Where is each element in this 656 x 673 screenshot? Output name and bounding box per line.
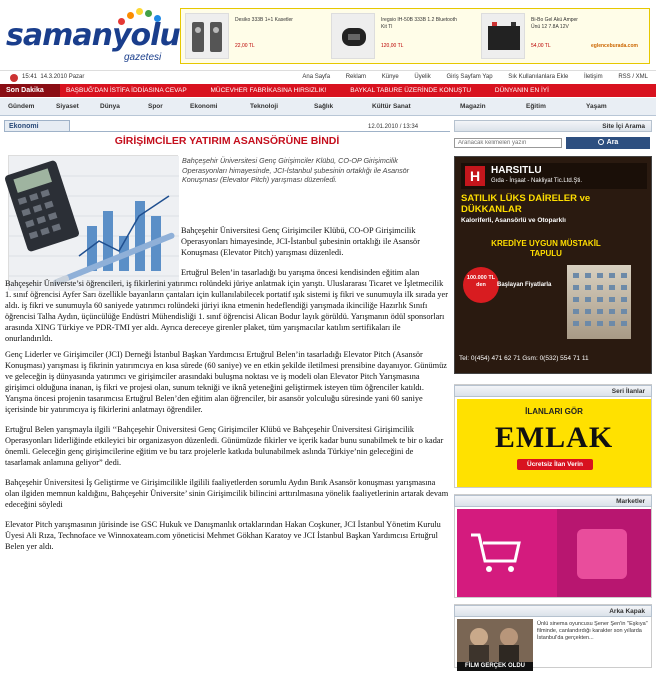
ad-price: 54,00 TL xyxy=(531,43,551,49)
ticker-label: Son Dakika xyxy=(0,84,60,97)
harsitlu-badge-text: Başlayan Fiyatlarla xyxy=(497,282,552,288)
ad-text: Desiko 333B 1+1 Kasetler xyxy=(235,17,293,23)
section-tab[interactable]: Ekonomi xyxy=(4,120,70,132)
article-paragraph: Ertuğrul Belen yarışmayla ilgili ‘‘Bahçeşehir Üniversitesi Genç Girişimciler Klübü ve Bahçeşehir Üniversitesi Girişimcilik Operasyonları liderliğinde etkileyici bir organizasyon düzenledi. Günümüzde fikirler ve içerik kadar bunu sunabilmek te bir o kadar önemli. Geleceğin genç girişimcilerine eğitim ve bu tarz projelerle katkıda bulunabilmek aslında Türkiye’nin geleceğini de tasarlamak anlamına geliyor” dedi. xyxy=(5,425,444,467)
market-ad[interactable] xyxy=(454,494,652,598)
ad-price: 22,00 TL xyxy=(235,43,255,49)
nav-ekonomi[interactable]: Ekonomi xyxy=(190,103,218,110)
ad-text: Bi-Bo Gel Akü Amper Ünü 12 7.8A 12V xyxy=(531,17,578,30)
ticker-item[interactable]: BAŞBUĞ'DAN İSTİFA İDDİASINA CEVAP xyxy=(66,87,187,94)
ad-item[interactable] xyxy=(185,13,335,61)
article-title: GİRİŞİMCİLER YATIRIM ASANSÖRÜNE BİNDİ xyxy=(114,135,340,147)
breaking-news-ticker xyxy=(0,84,656,97)
search-button[interactable]: Ara xyxy=(566,137,650,149)
search-input[interactable] xyxy=(454,138,562,148)
search-icon xyxy=(598,139,604,145)
nav-magazin[interactable]: Magazin xyxy=(460,103,486,110)
link-membership[interactable]: Üyelik xyxy=(414,74,431,80)
harsitlu-phone: Tel: 0(454) 471 62 71 Gsm: 0(532) 554 71 11 xyxy=(459,355,589,362)
nav-siyaset[interactable]: Siyaset xyxy=(56,103,79,110)
date-display: 15:41 14.3.2010 Pazar xyxy=(22,74,85,80)
header xyxy=(0,0,656,68)
ad-price: 120,00 TL xyxy=(381,43,404,49)
seri-ilanlar-title: Seri İlanlar xyxy=(454,385,652,397)
nav-yasam[interactable]: Yaşam xyxy=(586,103,607,110)
top-ad-banner[interactable] xyxy=(180,8,650,64)
emlak-free-button[interactable]: Ücretsiz İlan Verin xyxy=(517,459,593,470)
nav-egitim[interactable]: Eğitim xyxy=(526,103,546,110)
arka-kapak-title: Arka Kapak xyxy=(454,605,652,617)
ticker-item[interactable]: MÜCEVHER FABRİKASINA HIRSIZLIK! xyxy=(210,87,327,94)
link-imprint[interactable]: Künye xyxy=(381,74,399,80)
top-links xyxy=(288,74,648,80)
arka-kapak-image xyxy=(457,619,533,671)
ad-image xyxy=(331,13,375,59)
nav-dunya[interactable]: Dünya xyxy=(100,103,120,110)
link-add-favorites[interactable]: Sık Kullanılanlara Ekle xyxy=(508,74,569,80)
ad-brand: eglenceburada.com xyxy=(591,43,638,49)
ad-item[interactable] xyxy=(481,13,647,61)
building-image xyxy=(567,265,631,339)
logo-text: samanyolu xyxy=(6,18,180,53)
harsitlu-brand xyxy=(461,163,647,189)
nav-gundem[interactable]: Gündem xyxy=(8,103,35,110)
logo-subtitle: gazetesi xyxy=(124,52,162,63)
emlak-banner xyxy=(457,399,651,487)
harsitlu-kredi: KREDİYE UYGUN MÜSTAKİL TAPULU xyxy=(491,239,601,258)
section-divider xyxy=(4,131,450,132)
article-paragraph: Bahçeşehir Üniversitesi İş Geliştirme ve Girişimcilikle ilgilili faaliyetlerden sorumlu Aydın Bırık Asansör konuşması yarışmasına olan ilgiden memnun kaldığını, Bahçeşehir Üniversite’ sinin Girişimcilik bilincini arttırılmasına yönelik faaliyetlerinin artarak devam edeceğini söyledi xyxy=(5,478,449,509)
article-paragraph: Elevator Pitch yarışmasının jürisinde ise GSC Hukuk ve Danışmanlık ortaklarından Hakan Coşkuner, JCI İstanbul Yönetim Kurulu Üyesi Ali Rıza, Technoface ve Winnoxateam.com yöneticisi Mehmet Gökhan Karatoy ve JCI İstanbul Başkan Yardımcısı Ertuğrul Belen yer aldı. xyxy=(5,520,441,551)
category-nav xyxy=(0,98,656,116)
sidebar xyxy=(454,120,652,669)
article-body xyxy=(5,225,450,561)
market-banner xyxy=(457,509,651,597)
site-logo[interactable] xyxy=(6,18,180,66)
article-summary: Bahçeşehir Üniversitesi Genç Girişimciler Klübü, CO-OP Girişimcilik Operasyonları himayesinde, JCI-İstanbul şubesinin ortaklığı ile Asansör Konuşması (Elevator Pitch) yarışması düzenledi. xyxy=(182,156,410,184)
ad-text: Iregsio IH-50B 333B 1.2 Bluetooth Kit Tl xyxy=(381,17,457,30)
arka-kapak-text: Ünlü sinema oyuncusu Şener Şen'in ''Eşkıya'' filminde, canlandırdığı karakter son yıllarda İstanbul'da gerçekten... xyxy=(537,621,648,641)
search-box-title: Site İçi Arama xyxy=(454,120,652,132)
ad-item[interactable] xyxy=(331,13,481,61)
arka-kapak-headline: FİLM GERÇEK OLDU xyxy=(457,662,533,671)
harsitlu-logo: H xyxy=(465,166,485,186)
nav-teknoloji[interactable]: Teknoloji xyxy=(250,103,279,110)
link-set-homepage[interactable]: Giriş Sayfam Yap xyxy=(446,74,493,80)
nav-kultur-sanat[interactable]: Kültür Sanat xyxy=(372,103,411,110)
article-paragraph: Ertuğrul Belen’in tasarladığı bu yarışma öncesi kendisinden eğitim alan Bahçeşehir Üniverste’si öğrencileri, iş fikirlerini yatırımcı rolündeki jüriye anlatmak için yarıştı. Uluslararası Ticaret ve İşletmecilik 1. sınıf öğrencisi Ayfer Sarı özellikle bayanların çantaları için kullanılabilecek portatif ışık sistemi iş fikri ve sunumuyla ilk sırada yer aldı. iş fikri ve sunumuyla 60 saniyede yatırımcı rolündeki jüriyi ikna etmenin hedeflendiği yarışmada ikinciliğe Hazırlık Sınıfı öğrencisi Talha Aydın, üçüncülüğe Endüstri Mühendisliği 1. sınıf öğrencisi Alican Bodur layık görüldü. Yarışmanın ödül sponsorları arasında XING Türkiye ve PDR-TMI yer aldı. Ayrıca dereceye girenler plaket, tüm yarışmacılar katılım sertifikaları ile onurlandırıldı. xyxy=(5,268,448,343)
emlak-ad[interactable] xyxy=(454,384,652,488)
ad-image xyxy=(185,13,229,59)
harsitlu-ad[interactable] xyxy=(454,156,652,374)
top-bar xyxy=(0,70,656,84)
arka-kapak[interactable] xyxy=(454,604,652,668)
nav-spor[interactable]: Spor xyxy=(148,103,163,110)
ticker-item[interactable]: BAYKAL TABURE ÜZERİNDE KONUŞTU xyxy=(350,87,472,94)
link-home[interactable]: Ana Sayfa xyxy=(302,74,331,80)
ticker-items xyxy=(66,84,652,97)
article-paragraph: Bahçeşehir Üniversitesi Genç Girişimciler Klübü, CO-OP Girişimcilik Operasyonları himayesinde, JCI-İstanbul şubesinin ortaklığı ile Asansör Konuşması (Elevator Pitch) yarışması düzenledi. xyxy=(181,226,420,257)
article-date: 12.01.2010 / 13:34 xyxy=(368,124,419,130)
link-ads[interactable]: Reklam xyxy=(345,74,367,80)
harsitlu-name: HARSITLU xyxy=(491,165,542,176)
emlak-word: EMLAK xyxy=(494,421,614,454)
nav-saglik[interactable]: Sağlık xyxy=(314,103,334,110)
ad-image xyxy=(481,13,525,59)
harsitlu-price-badge: 100.000 TL den xyxy=(463,267,499,303)
clock-icon xyxy=(10,74,18,82)
ticker-item[interactable]: DÜNYANIN EN İYİ xyxy=(494,87,549,94)
link-contact[interactable]: İletişim xyxy=(583,74,603,80)
emlak-top-text: İLANLARI GÖR xyxy=(525,407,583,416)
link-rss[interactable]: RSS / XML xyxy=(618,74,648,80)
article-paragraph: Genç Liderler ve Girişimciler (JCI) Derneği İstanbul Başkan Yardımcısı Ertuğrul Belen’in tasarladığı Elevator Pitch (Asansör Konuşması) yarışması iş fikrinin yatırımcıya en kısa sürede (60 saniye) ve en etkin şekilde iletilmesi prensibine dayanıyor. Günümüz ve geleceğin iş dünyasında yatırımcı ve girişimciler arasındaki buluşma noktası ve iş modeli olan Elevator Pitch Yarışmasına girişimci olduğuna inanan, iş fikri ve projesi olan, sunum tekniği ve iknâ yeteneğini geliştirmek isteyen tüm öğrenciler katıldı. Yarışma öncesi projenin tasarımcısı Ertuğrul Belen’den eğitim alan öğrenciler, bir asansör yolculuğu süresinde yani 60 saniye içerisinde bir yatırımcıya iş fikirlerini anlatmayı öğrendiler. xyxy=(5,350,447,414)
market-title: Marketler xyxy=(454,495,652,507)
harsitlu-sale: SATILIK LÜKS DAİRELER ve DÜKKANLAR xyxy=(461,193,591,215)
harsitlu-sub: Gıda - İnşaat - Nakliyat Tic.Ltd.Şti. xyxy=(491,178,583,184)
harsitlu-sale-sub: Kaloriferli, Asansörlü ve Otoparklı xyxy=(461,217,566,224)
